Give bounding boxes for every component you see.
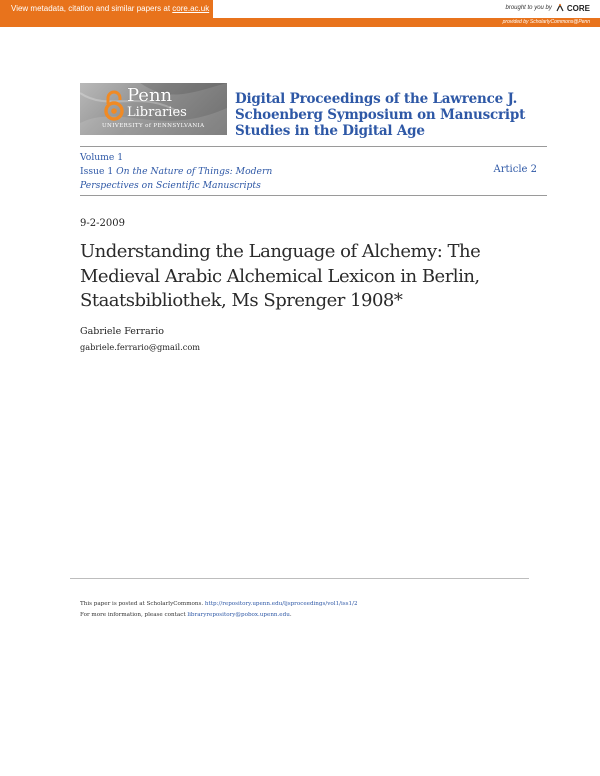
issue-label: Issue 1 [80,166,117,177]
logo-penn-text: Penn [127,85,173,106]
issue-info [80,151,320,193]
footer-notice [80,599,520,621]
contact-suffix: . [289,612,292,618]
author-name: Gabriele Ferrario [80,326,164,337]
author-email: gabriele.ferrario@gmail.com [80,342,201,352]
core-label: CORE [566,3,590,13]
posted-prefix: This paper is posted at ScholarlyCommons. [80,601,205,607]
core-logo [555,3,590,13]
issue-link[interactable] [80,165,320,193]
core-banner [0,0,600,18]
journal-title-link[interactable]: Digital Proceedings of the Lawrence J. Schoenberg Symposium on Manuscript Studies in the Digital Age [235,91,526,139]
core-ac-uk-link[interactable]: core.ac.uk [172,4,210,13]
issue-title: On the Nature of Things: Modern Perspectives on Scientific Manuscripts [80,166,273,191]
logo-libraries-text: Libraries [127,105,187,120]
contact-line [80,610,520,621]
volume-link[interactable]: Volume 1 [80,152,124,163]
logo-university-text: UNIVERSITY of PENNSYLVANIA [102,123,205,129]
publication-date: 9-2-2009 [80,218,125,229]
open-access-icon [102,90,126,122]
divider-top [80,146,547,147]
brought-by-text: brought to you by [505,5,552,11]
repository-url-link[interactable]: http://repository.upenn.edu/ljsproceedings/vol1/iss1/2 [204,601,358,607]
core-brought-by[interactable] [506,3,591,13]
article-title: Understanding the Language of Alchemy: The Medieval Arabic Alchemical Lexicon in Berlin, Staatsbibliothek, Ms Sprenger 1908* [80,241,481,311]
core-icon [555,3,565,13]
divider-middle [80,195,547,196]
posted-line [80,599,520,610]
article-number-link[interactable]: Article 2 [493,164,537,175]
contact-email-link[interactable]: libraryrepository@pobox.upenn.edu [187,612,290,618]
provided-by-text[interactable]: provided by ScholarlyCommons@Penn [502,19,590,25]
contact-prefix: For more information, please contact [80,612,188,618]
divider-bottom [70,578,529,579]
penn-libraries-logo[interactable] [80,83,227,135]
core-metadata-link[interactable] [0,0,213,18]
core-link-prefix: View metadata, citation and similar papers at [11,4,173,13]
